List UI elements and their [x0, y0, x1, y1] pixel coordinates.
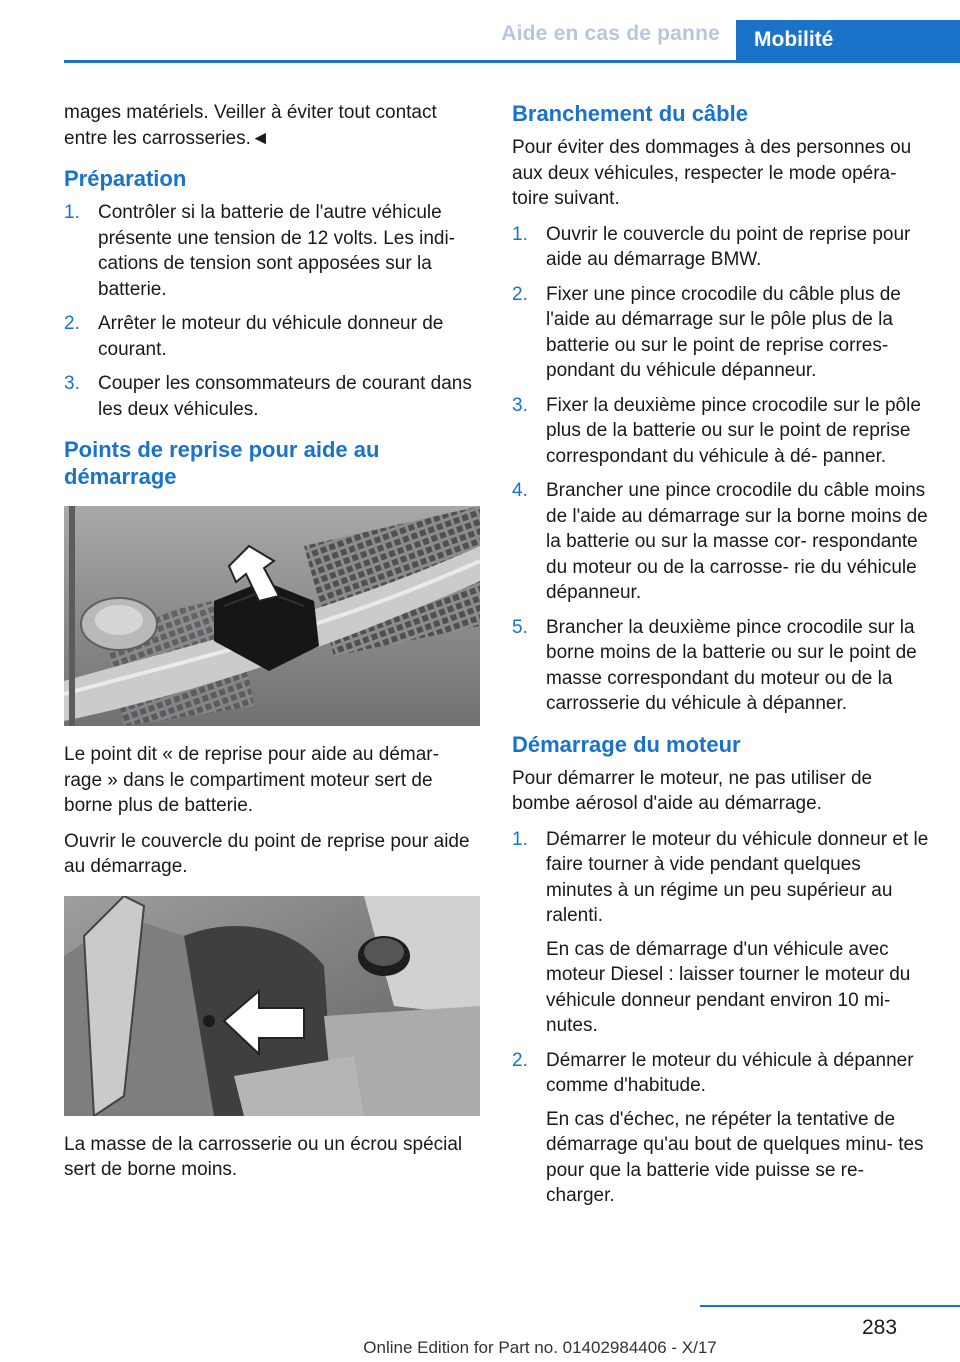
step-text: Ouvrir le couvercle du point de reprise pour aide au démarrage BMW. — [546, 223, 911, 270]
intro-paragraph: mages matériels. Veiller à éviter tout contact entre les carrosseries.◄ — [64, 102, 437, 149]
preparation-steps — [64, 200, 482, 422]
header-divider — [64, 60, 960, 63]
step-text: Démarrer le moteur du véhicule à dépanner comme d'habitude. — [546, 1049, 914, 1096]
step-text: Brancher une pince crocodile du câble moins de l'aide au démarrage sur la borne moins de la batterie ou sur la masse cor‐ respondante du moteur ou de la carrosse‐ rie du véhicule dépanneur. — [546, 480, 928, 603]
jump-start-terminal-photo — [64, 506, 480, 726]
list-item — [512, 827, 930, 1039]
list-item — [64, 371, 482, 422]
page-header — [0, 0, 960, 62]
footer-divider — [700, 1305, 960, 1307]
step-number: 3. — [64, 373, 80, 394]
page-number: 283 — [862, 1316, 898, 1339]
cable-connection-intro: Pour éviter des dommages à des personnes ou aux deux véhicules, respecter le mode opéra‐ toire suivant. — [512, 137, 912, 209]
ground-point-illustration — [64, 896, 480, 1116]
step-number: 1. — [64, 202, 80, 223]
header-section-title: Aide en cas de panne — [501, 22, 720, 45]
step-number: 2. — [512, 283, 528, 305]
step-text: Fixer une pince crocodile du câble plus de l'aide au démarrage sur le pôle plus de la batterie ou sur le point de reprise corres‐ pondant du véhicule dépanneur. — [546, 283, 901, 381]
engine-start-steps — [512, 827, 930, 1209]
cable-connection-heading: Branchement du câble — [512, 101, 748, 126]
left-column — [64, 100, 482, 1193]
header-chapter-tab: Mobilité — [736, 20, 960, 62]
right-column — [512, 100, 930, 1223]
step-number: 2. — [512, 1049, 528, 1071]
step-number: 3. — [512, 394, 528, 416]
step-text: Couper les consommateurs de courant dans les deux véhicules. — [98, 373, 472, 420]
list-item — [512, 222, 930, 273]
ground-point-photo — [64, 896, 480, 1116]
engine-start-heading: Démarrage du moteur — [512, 731, 741, 757]
step-number: 1. — [512, 223, 528, 245]
list-item — [64, 200, 482, 302]
step-text: Contrôler si la batterie de l'autre véhicule présente une tension de 12 volts. Les indi‐ cations de tension sont apposées sur la batterie. — [98, 202, 456, 300]
step-note: En cas d'échec, ne répéter la tentative de démarrage qu'au bout de quelques minu‐ tes pour que la batterie vide puisse se re‐ charger. — [546, 1108, 924, 1206]
cable-connection-steps — [512, 222, 930, 717]
step-number: 2. — [64, 313, 80, 334]
list-item — [512, 615, 930, 717]
list-item — [512, 1048, 930, 1209]
step-text: Arrêter le moteur du véhicule donneur de courant. — [98, 313, 444, 360]
minus-terminal-paragraph: La masse de la carrosserie ou un écrou spécial sert de borne moins. — [64, 1133, 463, 1180]
step-number: 5. — [512, 616, 528, 638]
list-item — [64, 311, 482, 362]
open-cover-paragraph: Ouvrir le couvercle du point de reprise pour aide au démarrage. — [64, 830, 470, 877]
list-item — [512, 282, 930, 384]
plus-terminal-paragraph: Le point dit « de reprise pour aide au démar‐ rage » dans le compartiment moteur sert de borne plus de batterie. — [64, 744, 439, 816]
step-text: Démarrer le moteur du véhicule donneur et le faire tourner à vide pendant quelques minutes à un régime un peu supérieur au ralenti. — [546, 828, 929, 926]
list-item — [512, 393, 930, 470]
engine-bay-illustration — [64, 506, 480, 726]
list-item — [512, 478, 930, 606]
edition-note: Online Edition for Part no. 01402984406 - X/17 — [363, 1338, 717, 1357]
engine-start-intro: Pour démarrer le moteur, ne pas utiliser de bombe aérosol d'aide au démarrage. — [512, 767, 873, 814]
jump-points-heading: Points de reprise pour aide au démarrage — [64, 437, 380, 489]
preparation-heading: Préparation — [64, 166, 187, 191]
step-number: 4. — [512, 480, 528, 501]
step-text: Fixer la deuxième pince crocodile sur le pôle plus de la batterie ou sur le point de reprise correspondant du véhicule à dé‐ panner. — [546, 394, 921, 467]
step-number: 1. — [512, 828, 528, 850]
step-note: En cas de démarrage d'un véhicule avec moteur Diesel : laisser tourner le moteur du véhicule donneur pendant environ 10 mi‐ nutes. — [546, 938, 911, 1036]
step-text: Brancher la deuxième pince crocodile sur la borne moins de la batterie ou sur le point de masse correspondant du moteur ou de la carrosserie du véhicule à dépanner. — [546, 616, 917, 714]
